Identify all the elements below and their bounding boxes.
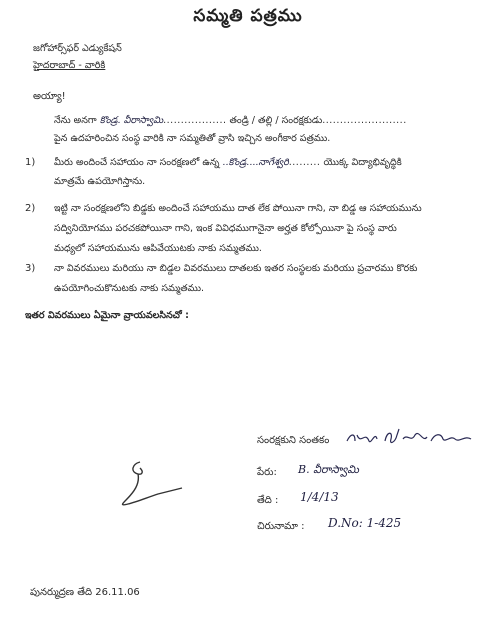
guardian-signature bbox=[345, 425, 475, 453]
point-1-line-2: మాత్రమే ఉపయోగిస్తాను. bbox=[54, 176, 146, 187]
point-1-part-2: యొక్క విద్యాభివృద్ధికి bbox=[323, 157, 402, 168]
point-1-line-1 bbox=[54, 157, 402, 170]
guardian-name-value: B. వీరాస్వామి bbox=[298, 463, 359, 476]
reprint-date: పునర్ముద్రణ తేది 26.11.06 bbox=[30, 587, 140, 598]
address-value: D.No: 1-425 bbox=[328, 516, 402, 530]
handwritten-child-name: ..కొండ్ర....నాగేశ్వరి bbox=[222, 157, 289, 168]
point-3-line-1: నా వివరములు మరియు నా బిడ్డల వివరములు దాతలకు ఇతర సంస్థలకు మరియు ప్రచారము కొరకు bbox=[54, 263, 418, 274]
other-details-label: ఇతర వివరములు ఏమైనా వ్రాయవలసినచో : bbox=[25, 310, 189, 321]
intro-line-1 bbox=[54, 115, 407, 128]
date-label: తేది : bbox=[257, 495, 279, 506]
intro-line-2: పైన ఉదహరించిన సంస్థ వారికి నా సమ్మతితో వ్రాసి ఇచ్చిన అంగీకార పత్రము. bbox=[54, 133, 331, 144]
point-2-line-3: మధ్యలో సహాయమును ఆపివేయుటకు నాకు సమ్మతము. bbox=[54, 243, 262, 254]
address-line-2: హైదరాబాద్ - వారికి bbox=[33, 60, 106, 71]
point-1-number: 1) bbox=[25, 157, 36, 168]
intro-dots-2: ........................ bbox=[322, 115, 407, 126]
point-2-line-2: సద్వినియోగము పరచకపోయినా గాని, ఇంక వివిధముగానైనా అర్హత కోల్పోయినా పై సంస్థ వారు bbox=[54, 223, 397, 234]
salutation: అయ్యా! bbox=[33, 91, 66, 102]
address-label: చిరునామా : bbox=[257, 521, 305, 532]
child-signature-scribble bbox=[118, 458, 188, 517]
point-3-number: 3) bbox=[25, 263, 36, 274]
signature-label: సంరక్షకుని సంతకం bbox=[257, 435, 330, 446]
handwritten-guardian-name: కొండ్ర. వీరాస్వామి bbox=[99, 115, 164, 126]
point-2-number: 2) bbox=[25, 203, 36, 214]
intro-dots-1: .................. bbox=[163, 115, 227, 126]
intro-middle: తండ్రి / తల్లి / సంరక్షకుడు bbox=[229, 115, 323, 126]
point-2-line-1: ఇట్టి నా సంరక్షణలోని బిడ్డకు అందించే సహాయము దాత లేక పోయినా గాని, నా బిడ్డ ఆ సహాయమును bbox=[54, 203, 422, 214]
point-1-dots: ......... bbox=[288, 157, 321, 168]
date-value: 1/4/13 bbox=[300, 490, 339, 504]
intro-prefix: నేను అనగా bbox=[54, 115, 97, 126]
document-title: సమ్మతి పత్రము bbox=[193, 6, 303, 26]
point-3-line-2: ఉపయోగించుకొనుటకు నాకు సమ్మతము. bbox=[54, 283, 205, 294]
address-line-1: జగోహార్స్‌ఫర్ ఎడ్యుకేషన్ bbox=[33, 43, 122, 54]
name-label: పేరు: bbox=[257, 467, 277, 478]
point-1-part-1: మీరు అందించే సహాయం నా సంరక్షణలో ఉన్న bbox=[54, 157, 220, 168]
